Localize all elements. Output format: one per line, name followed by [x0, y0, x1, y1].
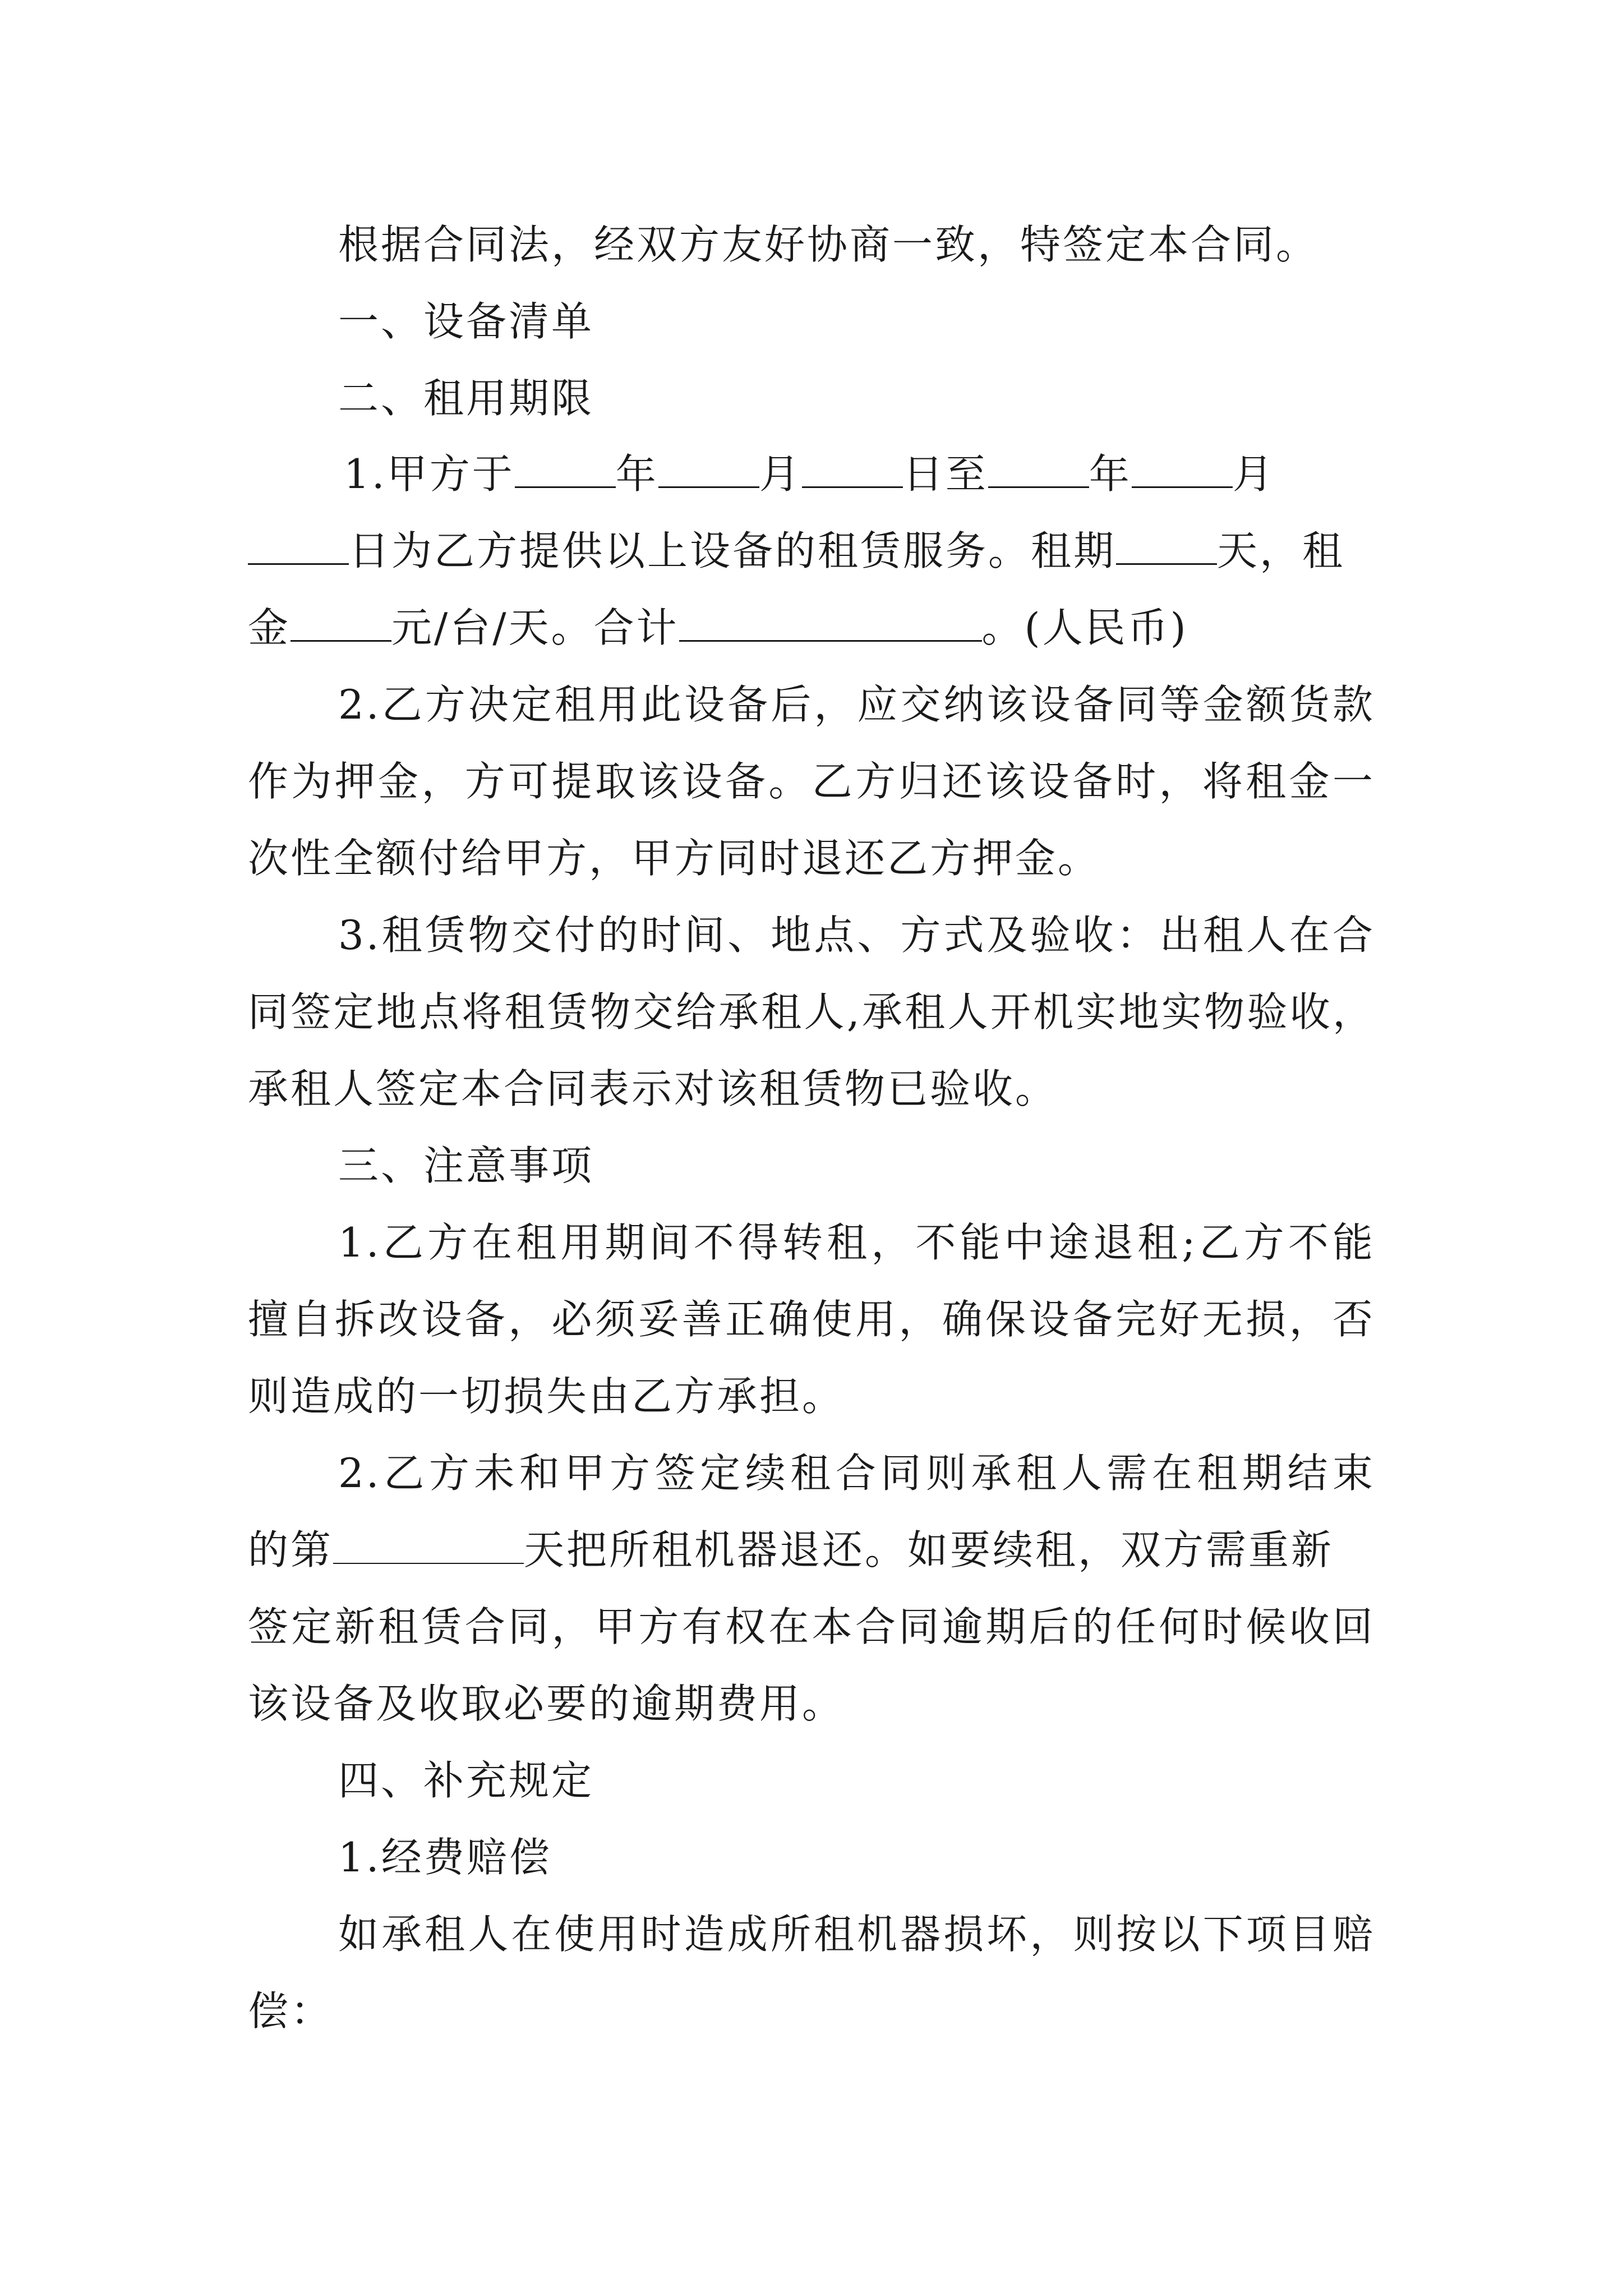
clause-2-3-line-3: 承租人签定本合同表示对该租赁物已验收。: [248, 1065, 1058, 1112]
blank-lease-days[interactable]: [1116, 527, 1217, 565]
clause-2-3-line-1: 3.租赁物交付的时间、地点、方式及验收：出租人在合: [338, 912, 1375, 959]
heading-supplementary: 四、补充规定: [338, 1757, 594, 1804]
clause-2-2-line-1: 2.乙方决定租用此设备后，应交纳该设备同等金额货款: [338, 681, 1375, 728]
clause-2-1-line-2: 日为乙方提供以上设备的租赁服务。租期 天，租: [248, 523, 1345, 579]
clause-2-3-line-2: 同签定地点将租赁物交给承租人,承租人开机实地实物验收，: [248, 988, 1375, 1036]
heading-notes: 三、注意事项: [338, 1142, 594, 1189]
clause-2-1-line-1: 1.甲方于 年 月 日至 年 月: [344, 450, 1275, 498]
paragraph-intro: 根据合同法，经双方友好协商一致，特签定本合同。: [338, 221, 1319, 268]
subheading-compensation: 1.经费赔偿: [338, 1834, 552, 1881]
blank-return-day[interactable]: [333, 1527, 524, 1564]
clause-3-1-line-3: 则造成的一切损失由乙方承担。: [248, 1373, 845, 1420]
clause-3-2-line-3: 签定新租赁合同，甲方有权在本合同逾期后的任何时候收回: [248, 1603, 1375, 1650]
blank-end-month[interactable]: [1132, 450, 1233, 488]
blank-end-year[interactable]: [988, 450, 1089, 488]
heading-equipment-list: 一、设备清单: [338, 298, 594, 345]
compensation-line-1: 如承租人在使用时造成所租机器损坏，则按以下项目赔: [338, 1911, 1375, 1958]
blank-end-day[interactable]: [248, 527, 349, 565]
blank-start-day[interactable]: [802, 450, 903, 488]
clause-2-1-line-3: 金 元/台/天。合计 。(人民币): [248, 604, 1188, 651]
heading-lease-term: 二、租用期限: [338, 375, 594, 422]
clause-3-1-line-1: 1.乙方在租用期间不得转租，不能中途退租;乙方不能: [338, 1219, 1375, 1266]
compensation-line-2: 偿：: [248, 1987, 334, 2035]
blank-start-year[interactable]: [515, 450, 616, 488]
clause-3-1-line-2: 擅自拆改设备，必须妥善正确使用，确保设备完好无损，否: [248, 1296, 1375, 1343]
clause-3-2-line-2: 的第 天把所租机器退还。如要续租，双方需重新: [248, 1526, 1334, 1573]
clause-3-2-line-4: 该设备及收取必要的逾期费用。: [248, 1680, 845, 1727]
clause-2-2-line-3: 次性全额付给甲方，甲方同时退还乙方押金。: [248, 835, 1101, 882]
blank-start-month[interactable]: [658, 450, 759, 488]
blank-total-amount[interactable]: [679, 604, 982, 642]
blank-daily-rent[interactable]: [291, 604, 391, 642]
clause-3-2-line-1: 2.乙方未和甲方签定续租合同则承租人需在租期结束: [338, 1450, 1375, 1497]
clause-2-2-line-2: 作为押金，方可提取该设备。乙方归还该设备时，将租金一: [248, 758, 1375, 805]
